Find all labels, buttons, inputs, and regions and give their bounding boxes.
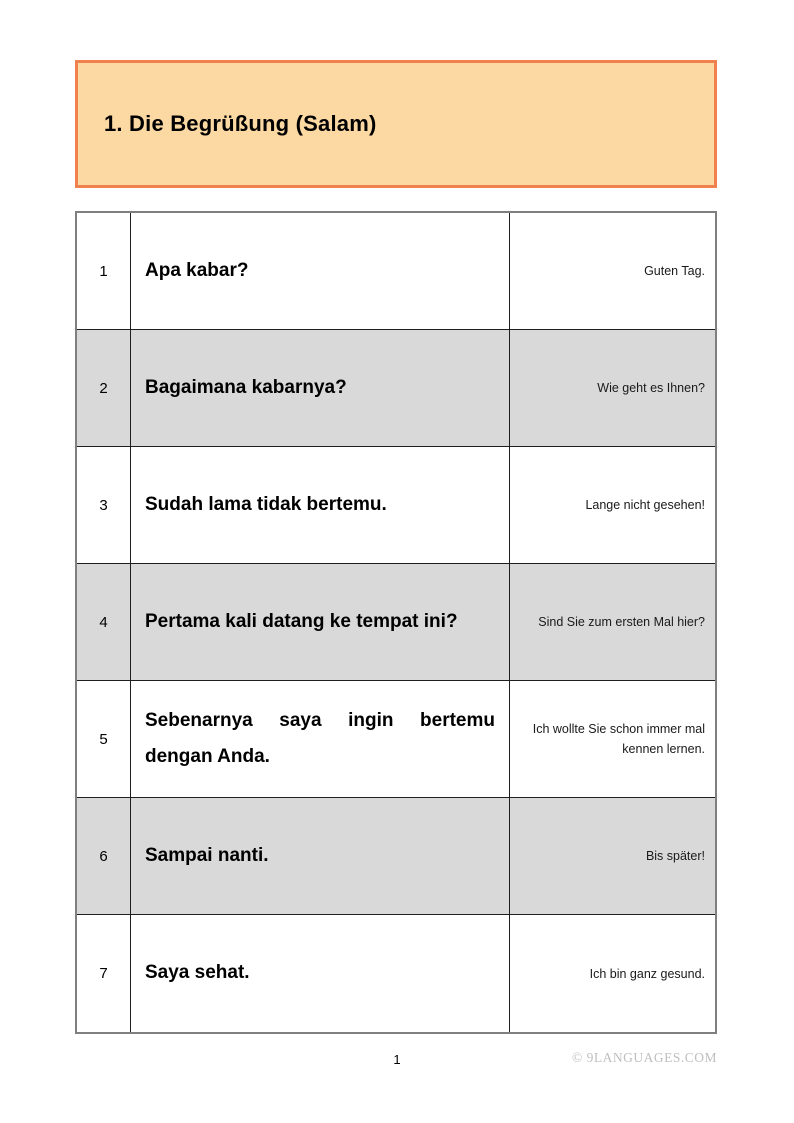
indonesian-phrase-cell xyxy=(131,915,510,1032)
table-row xyxy=(77,915,715,1032)
page-title: 1. Die Begrüßung (Salam) xyxy=(104,111,377,136)
table-row xyxy=(77,681,715,798)
german-translation-cell xyxy=(510,213,715,329)
german-translation: Lange nicht gesehen! xyxy=(585,498,705,512)
row-number: 2 xyxy=(77,330,131,446)
indonesian-phrase: Sebenarnya saya ingin bertemu dengan Anda. xyxy=(145,709,495,767)
indonesian-phrase: Sampai nanti. xyxy=(145,844,269,866)
row-number: 4 xyxy=(77,564,131,680)
german-translation-cell xyxy=(510,564,715,680)
indonesian-phrase-cell xyxy=(131,681,510,797)
table-row xyxy=(77,798,715,915)
german-translation-cell xyxy=(510,915,715,1032)
german-translation: Ich bin ganz gesund. xyxy=(589,966,705,981)
indonesian-phrase-cell xyxy=(131,564,510,680)
indonesian-phrase: Saya sehat. xyxy=(145,962,250,984)
row-number: 7 xyxy=(77,915,131,1032)
row-number: 3 xyxy=(77,447,131,563)
copyright-notice: © 9LANGUAGES.COM xyxy=(571,1050,717,1065)
german-translation: Wie geht es Ihnen? xyxy=(597,381,705,395)
row-number: 5 xyxy=(77,681,131,797)
german-translation: Bis später! xyxy=(645,849,705,863)
german-translation: Ich wollte Sie schon immer mal kennen lernen. xyxy=(532,722,705,756)
table-row xyxy=(77,564,715,681)
table-row xyxy=(77,330,715,447)
indonesian-phrase: Sudah lama tidak bertemu. xyxy=(145,493,387,515)
row-number: 1 xyxy=(77,213,131,329)
indonesian-phrase: Bagaimana kabarnya? xyxy=(145,376,347,398)
german-translation: Guten Tag. xyxy=(644,264,705,278)
table-row xyxy=(77,447,715,564)
chapter-header-box xyxy=(75,60,717,188)
indonesian-phrase-cell xyxy=(131,798,510,914)
indonesian-phrase-cell xyxy=(131,213,510,329)
indonesian-phrase-cell xyxy=(131,447,510,563)
german-translation-cell xyxy=(510,681,715,797)
page-number: 1 xyxy=(393,1052,401,1067)
phrase-table xyxy=(75,211,717,1034)
german-translation-cell xyxy=(510,798,715,914)
indonesian-phrase: Apa kabar? xyxy=(145,259,249,281)
german-translation-cell xyxy=(510,447,715,563)
german-translation-cell xyxy=(510,330,715,446)
indonesian-phrase: Pertama kali datang ke tempat ini? xyxy=(145,610,458,632)
german-translation: Sind Sie zum ersten Mal hier? xyxy=(538,615,705,629)
row-number: 6 xyxy=(77,798,131,914)
indonesian-phrase-cell xyxy=(131,330,510,446)
table-row xyxy=(77,213,715,330)
